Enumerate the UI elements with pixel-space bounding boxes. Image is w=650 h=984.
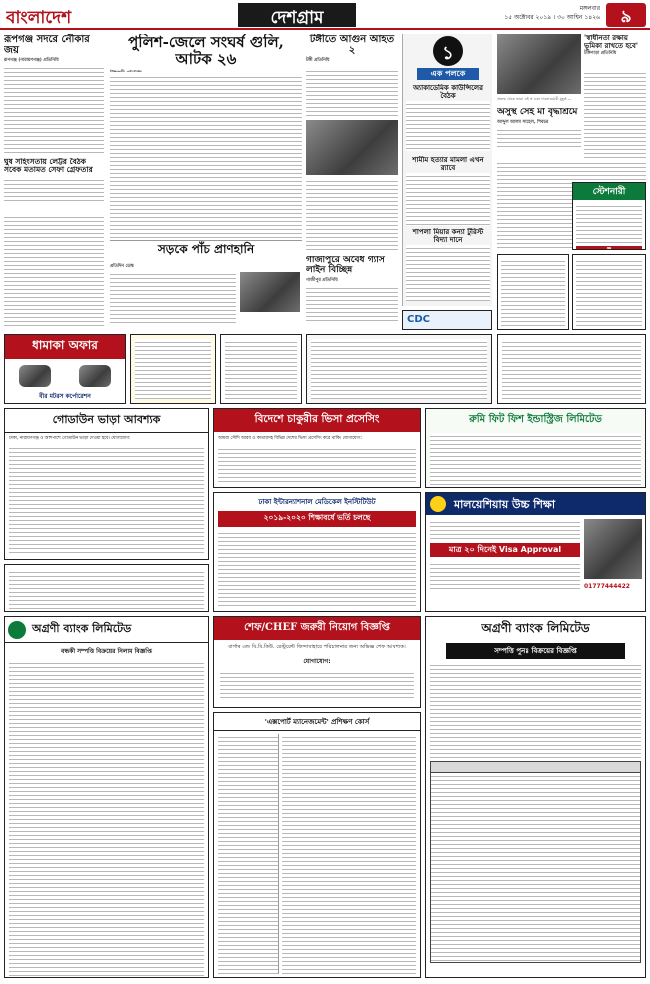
article-road xyxy=(110,240,302,260)
article-fire-more xyxy=(306,178,398,253)
motorcycle-image xyxy=(79,365,111,387)
ad-title: মালয়েশিয়ায় উচ্চ শিক্ষা xyxy=(454,498,556,511)
property-table xyxy=(430,761,641,963)
ad-rumi-fit xyxy=(425,408,646,488)
ad-sub: বন্ধকী সম্পত্তি বিক্রয়ের নিলাম বিজ্ঞপ্তি xyxy=(61,648,152,655)
ad-agrani-right xyxy=(425,616,646,978)
byline: গাজীপুর প্রতিনিধি xyxy=(306,277,338,283)
byline: টঙ্গিপাড়া প্রতিনিধি xyxy=(584,51,617,57)
student-photo xyxy=(584,519,642,579)
ad-title: রুমি ফিট ফিশ ইন্ডাস্ট্রিজ লিমিটেড xyxy=(469,414,602,425)
body-text xyxy=(4,177,104,203)
ad-title: গোডাউন ভাড়া আবশ্যক xyxy=(5,409,208,433)
ad-title: ধামাকা অফার xyxy=(5,335,125,359)
article-gazipur xyxy=(306,256,398,328)
ad-body: বাৰ্গাৰ এন্ড বি.বি.কিউ. রেস্টুরেন্ট জিন্দাবাহারে পরিচালনার জন্য অভিজ্ঞ শেফ আবশ্যক। xyxy=(228,644,406,650)
byline: আব্দুল আলম সাহেল, শিবচর xyxy=(497,119,549,125)
malaysia-flag-icon xyxy=(430,496,446,512)
ek-poloke-label-box xyxy=(417,68,479,80)
headline: অসুস্থ সেই মা বৃদ্ধাশ্রমে xyxy=(497,108,578,117)
article-independence-body xyxy=(584,70,646,160)
banner-text: মাত্র ২০ দিনেই Visa Approval xyxy=(448,545,562,554)
road-accident-photo xyxy=(240,272,300,312)
ad-agrani-left xyxy=(4,616,209,978)
headline: গাজীপুরে অবৈধ গ্যাস লাইন বিচ্ছিন্ন xyxy=(306,256,385,275)
ad-body xyxy=(576,203,642,243)
visa-banner xyxy=(430,543,580,557)
ad-contact: যোগাযোগ: xyxy=(303,657,331,665)
body-text xyxy=(406,101,490,151)
ek-poloke-badge xyxy=(433,36,463,66)
portrait-photo xyxy=(497,34,581,94)
issue-date: ১৫ অক্টোবর ২০১৯ । ৩০ আশ্বিন ১৪২৬ xyxy=(504,14,600,21)
byline: টঙ্গী প্রতিনিধি xyxy=(306,58,330,63)
ad-institute xyxy=(220,334,302,404)
ad-training xyxy=(213,712,421,978)
body-text xyxy=(406,173,490,226)
section-title: দেশগ্রাম xyxy=(270,8,324,27)
masthead xyxy=(0,0,650,30)
ad-title: অগ্রণী ব্যাংক লিমিটেড xyxy=(481,621,590,635)
ad-misc-right xyxy=(497,334,646,404)
byline: প্রতিদিন ডেস্ক xyxy=(110,264,134,269)
issue-weekday: মঙ্গলবার xyxy=(579,5,600,12)
body-text xyxy=(406,245,490,301)
article-police-clash-body xyxy=(110,74,302,239)
ad-body: আমরা সৌদি আরব ও কাতারসহ বিভিন্ন দেশের ভিসা প্রসেসিং করে থাকি। যোগাযোগ: xyxy=(218,436,362,441)
ad-visa xyxy=(213,408,421,488)
article-fire xyxy=(306,34,398,66)
headline: রূপগঞ্জ সদরে নৌকার জয় xyxy=(4,34,90,56)
ad-medical xyxy=(213,492,421,612)
headline: 'স্বাধীনতা রক্ষায় ভূমিকা রাখতে হবে' xyxy=(584,34,638,50)
motorcycle-image xyxy=(19,365,51,387)
newspaper-logo: বাংলাদেশ xyxy=(6,8,72,27)
ek-poloke-column xyxy=(402,34,492,306)
headline: টঙ্গীতে আগুন আহত ২ xyxy=(309,34,395,56)
headline: অ্যাকাডেমিক কাউন্সিলের বৈঠক xyxy=(412,84,483,100)
ad-title: শেফ/CHEF জরুরী নিয়োগ বিজ্ঞপ্তি xyxy=(214,617,420,640)
body-text xyxy=(306,285,398,321)
fire-photo xyxy=(306,120,398,175)
ad-title: স্টেশনারী xyxy=(573,183,645,200)
ad-cdc xyxy=(402,310,492,330)
article-column-continued xyxy=(4,214,104,329)
brief-rat xyxy=(406,156,490,226)
ad-title: বিদেশে চাকুরীর ভিসা প্রসেসিং xyxy=(214,409,420,432)
ad-sale xyxy=(130,334,216,404)
byline: রূপগঞ্জ (নারায়ণগঞ্জ) প্রতিনিধি xyxy=(4,58,59,63)
ad-malaysia xyxy=(425,492,646,612)
table-header xyxy=(431,762,640,773)
article-illness xyxy=(497,108,581,156)
brief-academic xyxy=(406,84,490,154)
ad-course xyxy=(572,254,646,330)
byline xyxy=(110,70,302,72)
ad-sub: ২০১৯-২০২০ শিক্ষাবর্ষে ভর্তি চলছে xyxy=(218,511,416,527)
ad-title: CDC xyxy=(407,314,430,325)
article-police-clash-head xyxy=(110,34,302,72)
headline: পুলিশ-জেলে সংঘর্ষ গুলি, আটক ২৬ xyxy=(128,34,284,68)
agrani-logo-icon xyxy=(8,621,26,639)
article-road-body xyxy=(110,262,302,328)
page-number: ৯ xyxy=(620,7,632,27)
article-fire-body xyxy=(306,68,398,118)
ad-property xyxy=(306,334,492,404)
brief-shaplar xyxy=(406,228,490,304)
ek-poloke-label: এক পলকে xyxy=(430,69,466,78)
section-banner xyxy=(238,3,356,27)
body-text xyxy=(4,65,104,154)
ad-godown xyxy=(4,408,209,560)
ad-body: ঢাকা, নারায়ণগঞ্জ ও আশপাশে গোডাউন ভাড়া দেওয়া হবে। যোগাযোগ: xyxy=(9,436,131,441)
article-independence xyxy=(584,34,646,68)
ad-notice-small xyxy=(4,564,209,612)
headline: সড়কে পাঁচ প্রাণহানি xyxy=(157,242,255,256)
malaysia-header xyxy=(426,493,646,515)
ad-sub: সম্পত্তি পুনঃ বিক্রয়ের বিজ্ঞপ্তি xyxy=(446,643,625,659)
ad-title: 'এক্সপোর্ট ম্যানেজমেন্ট' প্রশিক্ষণ কোর্স xyxy=(214,716,420,731)
article-rupganj xyxy=(4,34,104,154)
ad-chef xyxy=(213,616,421,708)
article-election xyxy=(4,158,104,210)
body-text xyxy=(110,271,236,326)
ad-title: ঢাকা ইন্টারন্যাশনাল মেডিকেল ইনস্টিটিউট xyxy=(258,498,376,506)
page-number-box xyxy=(606,3,646,27)
headline: শামীম হত্যার মামলা এখন র‌্যাবে xyxy=(412,156,484,172)
ad-title: অগ্রণী ব্যাংক লিমিটেড xyxy=(32,622,132,635)
badge-number: ১ xyxy=(442,43,454,64)
body-text xyxy=(4,214,104,329)
body-text xyxy=(497,127,581,149)
headline: শাপলা মিয়ার কন্যা টুরিস্ট বিদ্যা দানে xyxy=(412,228,484,244)
ad-contact-strip: ☎ xyxy=(576,246,642,250)
photo-caption: প্রজন্ম থেকে তারা এই স্ব এবং দাবনাওয়ারী মুহূর্ত — xyxy=(497,97,572,101)
ad-phone: 01777444422 xyxy=(584,583,630,590)
headline: ঘুষ সহিংসতায় লেট্টর বৈঠক সবেক মতামত সেফা গ্রেফতার xyxy=(4,158,93,175)
ad-recruitment xyxy=(497,254,569,330)
ad-stationery xyxy=(572,182,646,250)
ad-dhamaka xyxy=(4,334,126,404)
ad-sub: বীর মটরস কর্পোরেশন xyxy=(39,393,91,400)
